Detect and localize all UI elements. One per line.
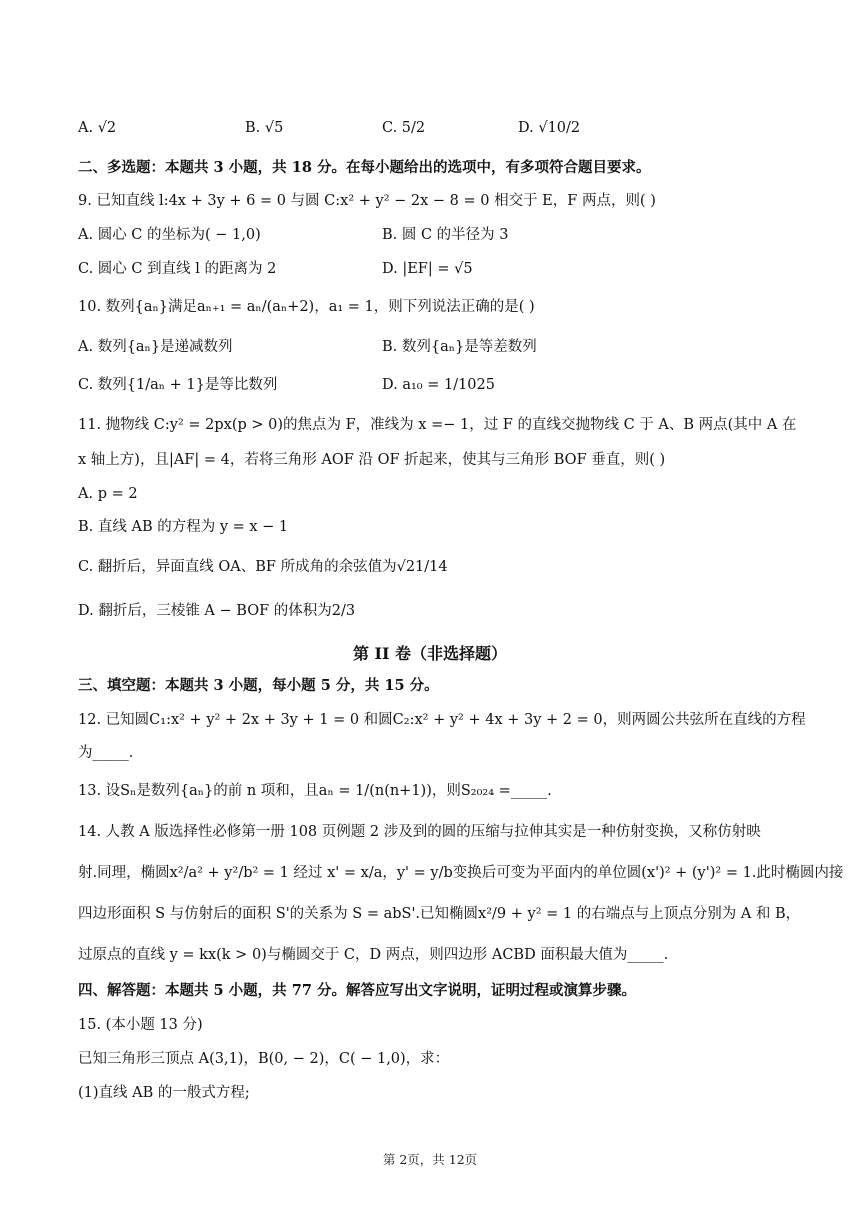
q11-option-a: A. p = 2 (78, 486, 138, 502)
section2-title: 二、多选题：本题共 3 小题，共 18 分。在每小题给出的选项中，有多项符合题目要求。 (78, 159, 651, 176)
section3-title: 三、填空题：本题共 3 小题，每小题 5 分，共 15 分。 (78, 677, 439, 694)
q10-option-d: D. a₁₀ = 1/1025 (382, 377, 495, 393)
q15-line1: 已知三角形三顶点 A(3,1)，B(0, − 2)，C( − 1,0)，求： (78, 1051, 450, 1067)
q13-line1: 13. 设Sₙ是数列{aₙ}的前 n 项和，且aₙ = 1/(n(n+1))，则S₂₀₂₄ =_____. (78, 783, 552, 799)
q10-option-c: C. 数列{1/aₙ + 1}是等比数列 (78, 377, 278, 393)
q14-line2: 射.同理，椭圆x²/a² + y²/b² = 1 经过 x' = x/a，y' = y/b变换后可变为平面内的单位圆(x')² + (y')² = 1.此时椭圆内接 (78, 865, 844, 881)
q11-option-c: C. 翻折后，异面直线 OA、BF 所成角的余弦值为√21/14 (78, 559, 448, 575)
q11-stem-line2: x 轴上方)，且|AF| = 4，若将三角形 AOF 沿 OF 折起来，使其与三角形 BOF 垂直，则( ) (78, 452, 666, 468)
q14-line3: 四边形面积 S 与仿射后的面积 S'的关系为 S = abS'.已知椭圆x²/9 + y² = 1 的右端点与上顶点分别为 A 和 B， (78, 906, 801, 922)
q12-line1: 12. 已知圆C₁:x² + y² + 2x + 3y + 1 = 0 和圆C₂:x² + y² + 4x + 3y + 2 = 0，则两圆公共弦所在直线的方程 (78, 712, 806, 728)
q9-option-c: C. 圆心 C 到直线 l 的距离为 2 (78, 261, 277, 277)
q10-option-a: A. 数列{aₙ}是递减数列 (78, 339, 233, 355)
q11-option-d: D. 翻折后，三棱锥 A − BOF 的体积为2/3 (78, 603, 356, 619)
q8-option-c: C. 5/2 (382, 120, 426, 136)
q10-stem: 10. 数列{aₙ}满足aₙ₊₁ = aₙ/(aₙ+2)，a₁ = 1，则下列说法正确的是( ) (78, 299, 535, 315)
q11-option-b: B. 直线 AB 的方程为 y = x − 1 (78, 519, 289, 535)
q12-line2: 为_____. (78, 745, 134, 761)
page-footer: 第 2页，共 12页 (382, 1152, 478, 1167)
q8-option-d: D. √10/2 (518, 120, 581, 136)
q9-option-b: B. 圆 C 的半径为 3 (382, 227, 509, 243)
q15-header: 15. (本小题 13 分) (78, 1017, 203, 1033)
q14-line4: 过原点的直线 y = kx(k > 0)与椭圆交于 C，D 两点，则四边形 ACBD 面积最大值为_____. (78, 947, 669, 963)
q15-line2: (1)直线 AB 的一般式方程; (78, 1085, 250, 1101)
q8-option-a: A. √2 (78, 120, 117, 136)
q9-option-d: D. |EF| = √5 (382, 261, 473, 277)
q9-stem: 9. 已知直线 l:4x + 3y + 6 = 0 与圆 C:x² + y² − 2x − 8 = 0 相交于 E，F 两点，则( ) (78, 193, 656, 209)
q14-line1: 14. 人教 A 版选择性必修第一册 108 页例题 2 涉及到的圆的压缩与拉伸其实是一种仿射变换，又称仿射映 (78, 824, 761, 840)
q9-option-a: A. 圆心 C 的坐标为( − 1,0) (78, 227, 261, 243)
part2-title: 第 II 卷（非选择题） (352, 644, 508, 663)
q11-stem-line1: 11. 抛物线 C:y² = 2px(p > 0)的焦点为 F，准线为 x =− 1，过 F 的直线交抛物线 C 于 A、B 两点(其中 A 在 (78, 417, 797, 433)
q8-option-b: B. √5 (245, 120, 284, 136)
section4-title: 四、解答题：本题共 5 小题，共 77 分。解答应写出文字说明，证明过程或演算步骤。 (78, 982, 636, 999)
q10-option-b: B. 数列{aₙ}是等差数列 (382, 339, 537, 355)
